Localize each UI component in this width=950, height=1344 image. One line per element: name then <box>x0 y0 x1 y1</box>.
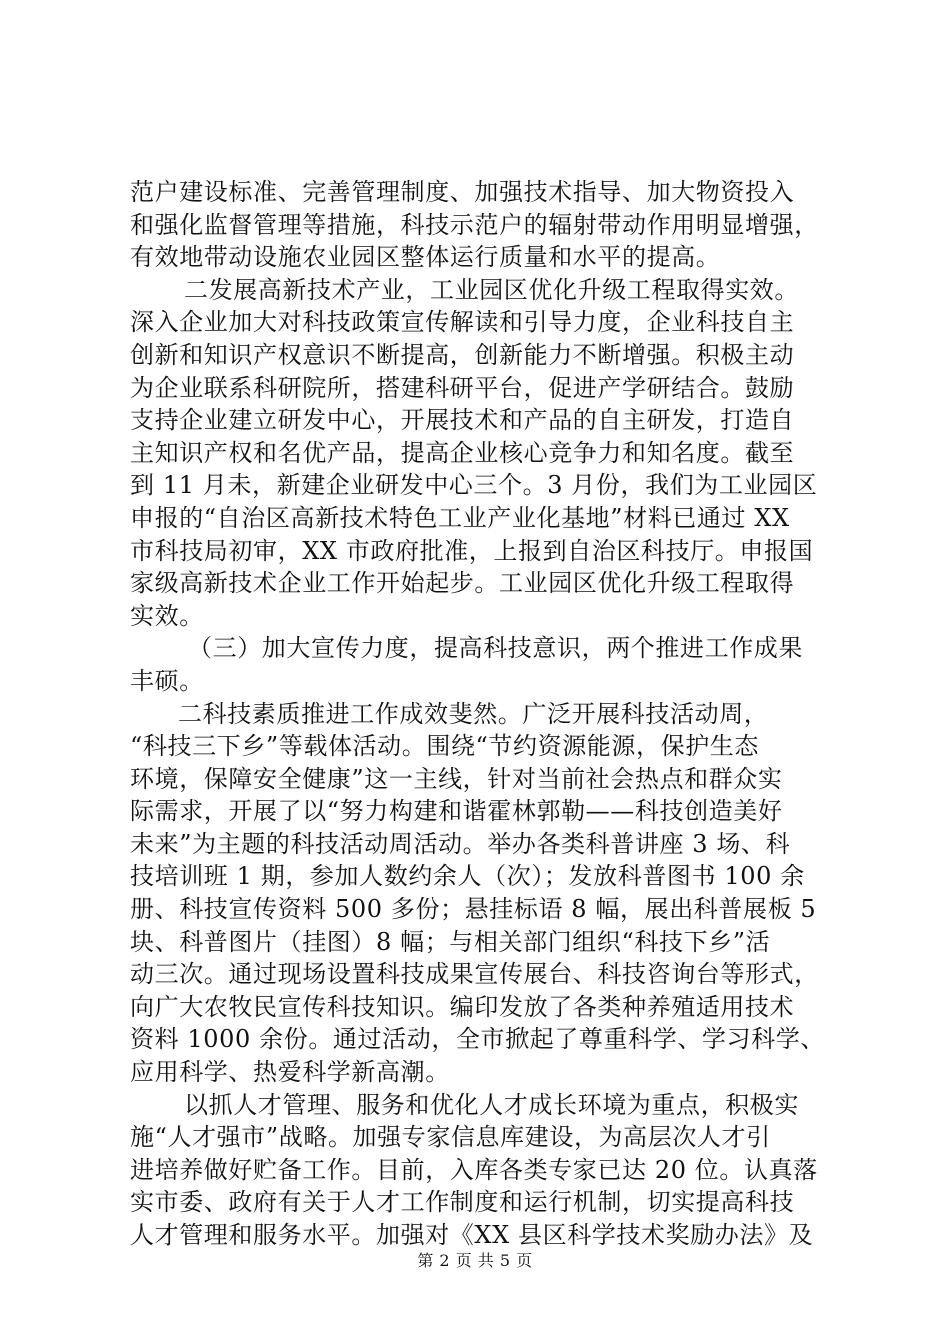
text-line: 环境，保障安全健康”这一主线，针对当前社会热点和群众实 <box>130 764 783 793</box>
text-line: 际需求，开展了以“努力构建和谐霍林郭勒——科技创造美好 <box>130 797 783 826</box>
text-line: 实效。 <box>130 601 204 630</box>
text-line: 有效地带动设施农业园区整体运行质量和水平的提高。 <box>130 243 721 272</box>
text-line: “科技三下乡”等载体活动。围绕“节约资源能源，保护生态 <box>130 732 760 761</box>
text-line: 人才管理和服务水平。加强对《XX 县区科学技术奖励办法》及 <box>130 1221 814 1249</box>
text-line: 向广大农牧民宣传科技知识。编印发放了各类种养殖适用技术 <box>130 992 795 1021</box>
text-line: 实市委、政府有关于人才工作制度和运行机制，切实提高科技 <box>130 1188 795 1217</box>
text-line: 技培训班 1 期，参加人数约余人（次）；发放科普图书 100 余 <box>130 862 805 891</box>
page-number-footer: 第 2 页 共 5 页 <box>417 1251 533 1270</box>
text-line: 以抓人才管理、服务和优化人才成长环境为重点，积极实 <box>184 1090 799 1119</box>
text-line: （三）加大宣传力度，提高科技意识，两个推进工作成果 <box>188 634 803 663</box>
text-line: 施“人才强市”战略。加强专家信息库建设，为高层次人才引 <box>130 1123 771 1152</box>
text-line: 未来”为主题的科技活动周活动。举办各类科普讲座 3 场、科 <box>130 829 791 858</box>
text-line: 到 11 月未，新建企业研发中心三个。3 月份，我们为工业园区 <box>130 471 818 500</box>
text-line: 丰硕。 <box>130 666 204 695</box>
text-line: 册、科技宣传资料 500 多份；悬挂标语 8 幅，展出科普展板 5 <box>130 895 817 924</box>
text-line: 市科技局初审，XX 市政府批准，上报到自治区科技厅。申报国 <box>130 536 814 565</box>
text-line: 为企业联系科研院所，搭建科研平台，促进产学研结合。鼓励 <box>130 373 795 402</box>
text-line: 应用科学、热爱科学新高潮。 <box>130 1058 450 1087</box>
text-line: 支持企业建立研发中心，开展技术和产品的自主研发，打造自 <box>130 406 795 435</box>
text-line: 和强化监督管理等措施，科技示范户的辐射带动作用明显增强， <box>130 210 819 239</box>
text-line: 进培养做好贮备工作。目前，入库各类专家已达 20 位。认真落 <box>130 1155 818 1184</box>
text-line: 申报的“自治区高新技术特色工业产业化基地”材料已通过 XX <box>130 503 790 532</box>
body-text <box>130 176 830 1252</box>
text-line: 创新和知识产权意识不断提高，创新能力不断增强。积极主动 <box>130 340 795 369</box>
text-line: 块、科普图片（挂图）8 幅；与相关部门组织“科技下乡”活 <box>130 927 771 956</box>
text-line: 深入企业加大对科技政策宣传解读和引导力度，企业科技自主 <box>130 308 795 337</box>
text-line: 资料 1000 余份。通过活动，全市掀起了尊重科学、学习科学、 <box>130 1025 825 1054</box>
text-line: 主知识产权和名优产品，提高企业核心竞争力和知名度。截至 <box>130 438 795 467</box>
text-line: 家级高新技术企业工作开始起步。工业园区优化升级工程取得 <box>130 569 795 598</box>
text-line: 二科技素质推进工作成效斐然。广泛开展科技活动周， <box>178 699 769 728</box>
text-line: 范户建设标准、完善管理制度、加强技术指导、加大物资投入 <box>130 178 795 206</box>
text-line: 二发展高新技术产业，工业园区优化升级工程取得实效。 <box>184 275 799 304</box>
text-line: 动三次。通过现场设置科技成果宣传展台、科技咨询台等形式， <box>130 960 819 989</box>
